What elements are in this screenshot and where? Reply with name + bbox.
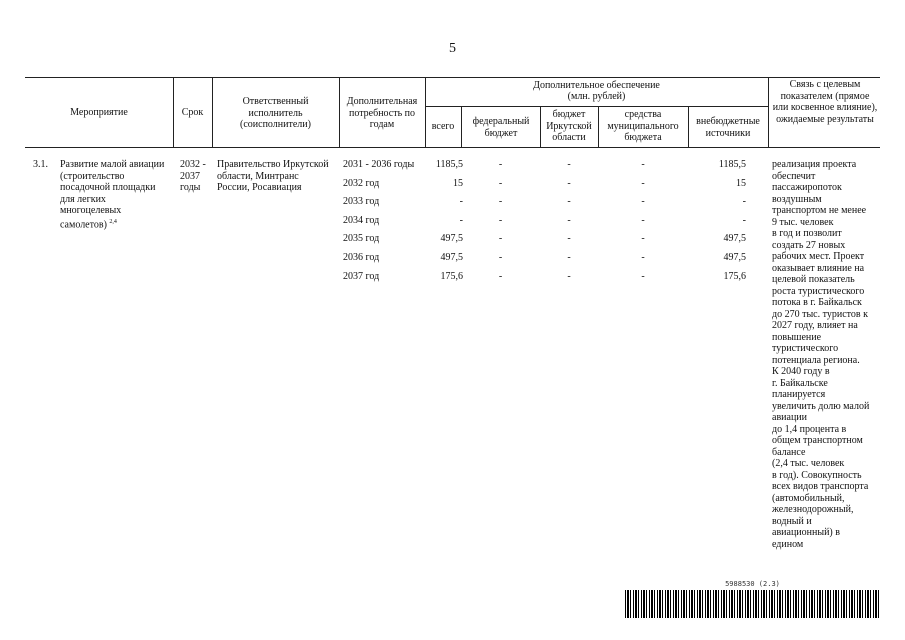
year-federal: - bbox=[498, 270, 503, 282]
row-responsible: Правительство Иркутской области, Минтранс России, Росавиация bbox=[217, 159, 329, 193]
year-total: - bbox=[459, 214, 463, 226]
result-line: в год). Совокупность bbox=[772, 469, 862, 481]
result-line: К 2040 году в bbox=[772, 366, 830, 377]
year-federal: - bbox=[498, 214, 503, 226]
barcode-bars bbox=[625, 590, 880, 618]
row-term: 2032 - 2037 годы bbox=[180, 159, 206, 193]
year-regional: - bbox=[567, 252, 571, 263]
year-regional: - bbox=[567, 196, 571, 208]
year-period: 2035 год bbox=[343, 233, 380, 245]
year-extra: - bbox=[742, 214, 746, 226]
table-row bbox=[0, 193, 905, 212]
header-additional: Дополнительное обеспечение bbox=[533, 80, 660, 91]
year-extra: - bbox=[742, 196, 746, 208]
header-link: Связь с целевым показателем (прямое или косвенное влияние), ожидаемые результаты bbox=[772, 79, 878, 125]
year-federal: - bbox=[498, 177, 503, 189]
header-federal: федеральный бюджет bbox=[472, 116, 530, 139]
result-line: авиации bbox=[772, 412, 808, 423]
row-number: 3.1. bbox=[33, 159, 48, 170]
barcode-number: 5988530 (2.3) bbox=[725, 580, 780, 588]
header-bottom-border bbox=[25, 147, 880, 148]
col-divider-9 bbox=[768, 77, 769, 147]
table-row bbox=[0, 178, 905, 194]
year-regional: - bbox=[567, 270, 571, 282]
header-additional-unit: (млн. рублей) bbox=[567, 91, 626, 102]
result-line: транспортом не менее bbox=[772, 205, 867, 216]
col-divider-8 bbox=[688, 106, 689, 147]
year-extra: 497,5 bbox=[723, 233, 746, 245]
year-federal: - bbox=[498, 233, 503, 245]
result-line: роста туристического bbox=[772, 285, 865, 297]
year-total: 15 bbox=[453, 177, 463, 189]
year-regional: - bbox=[567, 233, 571, 245]
year-period: 2033 год bbox=[343, 196, 380, 208]
year-period: 2034 год bbox=[343, 214, 380, 226]
result-line: целевой показатель bbox=[772, 274, 855, 285]
year-period: 2036 год bbox=[343, 252, 380, 263]
header-responsible: Ответственный исполнитель (соисполнители) bbox=[240, 96, 311, 130]
header-extrabudget: внебюджетные источники bbox=[696, 116, 760, 139]
barcode bbox=[625, 580, 880, 620]
year-total: 175,6 bbox=[440, 270, 463, 282]
result-line: в год и позволит bbox=[772, 228, 842, 239]
year-extra: 497,5 bbox=[723, 252, 746, 263]
result-line: всех видов транспорта bbox=[772, 481, 869, 492]
result-line: железнодорожный, bbox=[772, 504, 854, 515]
year-total: 1185,5 bbox=[435, 159, 463, 170]
header-need: Дополнительная потребность по годам bbox=[346, 96, 418, 130]
header-term: Срок bbox=[181, 107, 204, 118]
year-municipal: - bbox=[641, 233, 645, 245]
year-period: 2037 год bbox=[343, 270, 380, 282]
result-line: увеличить долю малой bbox=[772, 400, 870, 412]
result-line: (автомобильный, bbox=[772, 492, 845, 504]
table-row bbox=[0, 252, 905, 268]
result-line: рабочих мест. Проект bbox=[772, 251, 865, 262]
header-total: всего bbox=[431, 121, 455, 132]
result-line: общем транспортном bbox=[772, 435, 863, 446]
row-measure-text: Развитие малой авиации (строительство посадочной площадки для легких многоцелевых самолетов) bbox=[60, 159, 165, 230]
result-line: до 270 тыс. туристов к bbox=[772, 308, 868, 320]
year-municipal: - bbox=[641, 252, 645, 263]
page-number: 5 bbox=[449, 41, 456, 56]
result-line: планируется bbox=[772, 389, 826, 400]
header-measure: Мероприятие bbox=[70, 107, 128, 118]
col-divider-2 bbox=[212, 77, 213, 147]
row-measure-footnote: 2,4 bbox=[109, 218, 117, 225]
result-line: потенциала региона. bbox=[772, 354, 860, 366]
result-line: потока в г. Байкальск bbox=[772, 297, 862, 308]
year-total: 497,5 bbox=[440, 252, 463, 263]
result-line: балансе bbox=[772, 446, 806, 458]
header-regional: бюджет Иркутской области bbox=[546, 109, 592, 143]
year-total: 497,5 bbox=[440, 233, 463, 245]
header-municipal: средства муниципального бюджета bbox=[607, 109, 679, 143]
subheader-border bbox=[425, 106, 768, 107]
year-federal: - bbox=[498, 196, 503, 208]
year-municipal: - bbox=[641, 214, 645, 226]
year-municipal: - bbox=[641, 159, 645, 170]
year-period: 2032 год bbox=[343, 177, 380, 189]
table-row bbox=[0, 215, 905, 231]
year-extra: 15 bbox=[736, 177, 746, 189]
year-federal: - bbox=[498, 252, 503, 263]
result-line: оказывает влияние на bbox=[772, 262, 865, 274]
year-municipal: - bbox=[641, 270, 645, 282]
result-line: создать 27 новых bbox=[772, 239, 846, 251]
row-result bbox=[772, 159, 880, 550]
result-line: обеспечит bbox=[772, 170, 816, 182]
result-line: реализация проекта bbox=[772, 159, 857, 170]
col-divider-5 bbox=[461, 106, 462, 147]
year-regional: - bbox=[567, 177, 571, 189]
year-extra: 175,6 bbox=[723, 270, 746, 282]
result-line: туристического bbox=[772, 343, 839, 354]
year-federal: - bbox=[498, 159, 503, 170]
result-line: (2,4 тыс. человек bbox=[772, 458, 845, 469]
table-row bbox=[0, 159, 905, 175]
result-line: пассажиропоток bbox=[772, 182, 842, 193]
result-line: повышение bbox=[772, 331, 822, 343]
year-extra: 1185,5 bbox=[718, 159, 746, 170]
result-line: 9 тыс. человек bbox=[772, 216, 834, 228]
table-row bbox=[0, 233, 905, 249]
result-line: водный и bbox=[772, 515, 812, 527]
result-line: г. Байкальске bbox=[772, 377, 828, 389]
table-row bbox=[0, 271, 905, 287]
year-period: 2031 - 2036 годы bbox=[343, 159, 415, 170]
result-line: авиационный) в bbox=[772, 527, 840, 538]
result-line: 2027 году, влияет на bbox=[772, 320, 858, 331]
year-municipal: - bbox=[641, 177, 645, 189]
result-line: до 1,4 процента в bbox=[772, 423, 847, 435]
year-municipal: - bbox=[641, 196, 645, 208]
year-total: - bbox=[459, 196, 463, 208]
result-line: воздушным bbox=[772, 193, 822, 205]
table-top-border bbox=[25, 77, 880, 78]
year-regional: - bbox=[567, 214, 571, 226]
year-regional: - bbox=[567, 159, 571, 170]
result-line: едином bbox=[772, 538, 804, 550]
